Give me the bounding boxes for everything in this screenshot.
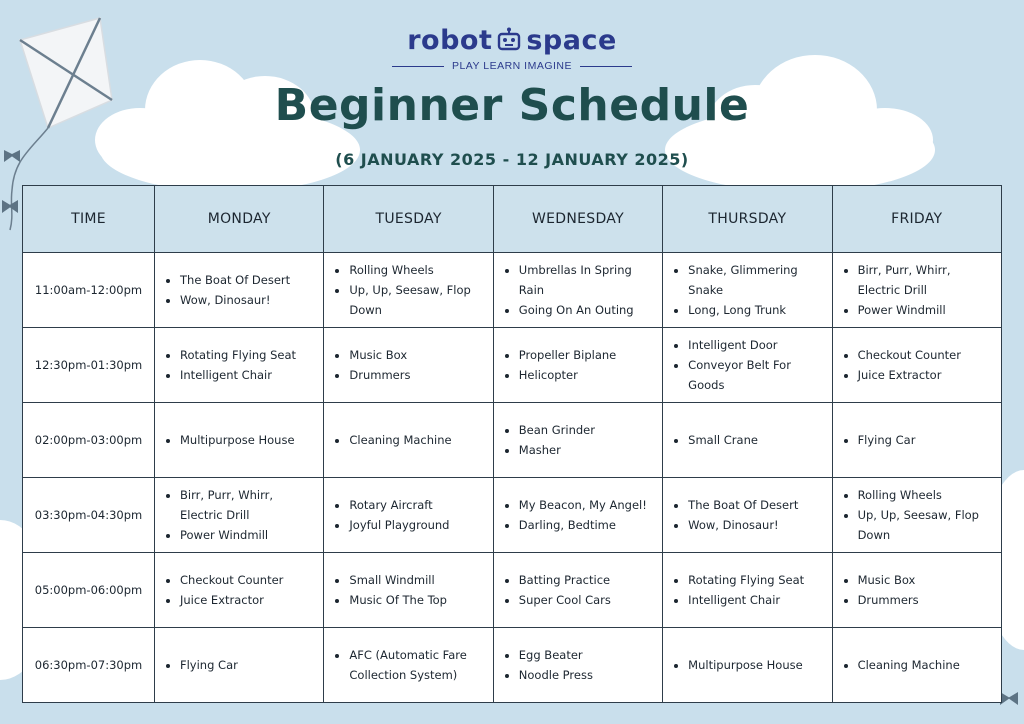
activity-list	[325, 345, 491, 385]
activity-item: • Rotating Flying Seat	[688, 570, 826, 590]
activity-list	[495, 345, 661, 385]
logo-text-right: space	[526, 24, 617, 56]
activity-item: • Batting Practice	[519, 570, 657, 590]
activity-item: • Bean Grinder	[519, 420, 657, 440]
activity-item: • Joyful Playground	[349, 515, 487, 535]
activity-item: • Multipurpose House	[688, 655, 826, 675]
cell-wednesday	[493, 403, 662, 478]
cell-friday	[832, 253, 1001, 328]
activity-list	[325, 645, 491, 685]
activity-item: • Rolling Wheels	[858, 485, 996, 505]
cell-monday	[155, 328, 324, 403]
activity-item: • Checkout Counter	[858, 345, 996, 365]
activity-item: • Wow, Dinosaur!	[688, 515, 826, 535]
activity-list	[664, 655, 830, 675]
activity-item: • Up, Up, Seesaw, Flop Down	[858, 505, 996, 545]
activity-item: • Juice Extractor	[180, 590, 318, 610]
activity-list	[664, 335, 830, 395]
cell-thursday	[663, 328, 832, 403]
activity-list	[325, 495, 491, 535]
cell-friday	[832, 328, 1001, 403]
activity-item: • Darling, Bedtime	[519, 515, 657, 535]
activity-item: • Power Windmill	[858, 300, 996, 320]
date-range: (6 JANUARY 2025 - 12 JANUARY 2025)	[335, 150, 689, 169]
header-tuesday: TUESDAY	[324, 186, 493, 253]
cell-wednesday	[493, 628, 662, 703]
table-row	[23, 403, 1002, 478]
activity-item: • Rotating Flying Seat	[180, 345, 318, 365]
activity-item: • The Boat Of Desert	[688, 495, 826, 515]
activity-item: • Intelligent Chair	[180, 365, 318, 385]
activity-list	[156, 485, 322, 545]
time-slot: 02:00pm-03:00pm	[23, 403, 155, 478]
cell-tuesday	[324, 328, 493, 403]
activity-item: • Intelligent Chair	[688, 590, 826, 610]
cell-monday	[155, 403, 324, 478]
cell-thursday	[663, 403, 832, 478]
activity-list	[156, 570, 322, 610]
activity-item: • Super Cool Cars	[519, 590, 657, 610]
activity-item: • Cleaning Machine	[349, 430, 487, 450]
page-title: Beginner Schedule	[274, 80, 750, 131]
cell-wednesday	[493, 253, 662, 328]
activity-item: • Egg Beater	[519, 645, 657, 665]
bow-icon	[1000, 692, 1018, 705]
time-slot: 03:30pm-04:30pm	[23, 478, 155, 553]
time-slot: 12:30pm-01:30pm	[23, 328, 155, 403]
cell-friday	[832, 628, 1001, 703]
activity-list	[834, 430, 1000, 450]
activity-item: • Propeller Biplane	[519, 345, 657, 365]
activity-item: • Up, Up, Seesaw, Flop Down	[349, 280, 487, 320]
activity-list	[495, 260, 661, 320]
activity-list	[834, 345, 1000, 385]
table-row	[23, 553, 1002, 628]
activity-item: • The Boat Of Desert	[180, 270, 318, 290]
activity-list	[156, 430, 322, 450]
activity-item: • Conveyor Belt For Goods	[688, 355, 826, 395]
activity-item: • Cleaning Machine	[858, 655, 996, 675]
table-row	[23, 628, 1002, 703]
cell-tuesday	[324, 628, 493, 703]
cell-monday	[155, 253, 324, 328]
activity-list	[325, 260, 491, 320]
activity-item: • Intelligent Door	[688, 335, 826, 355]
activity-list	[495, 495, 661, 535]
time-slot: 11:00am-12:00pm	[23, 253, 155, 328]
header-friday: FRIDAY	[832, 186, 1001, 253]
header-time: TIME	[23, 186, 155, 253]
activity-list	[156, 345, 322, 385]
activity-list	[834, 655, 1000, 675]
cell-tuesday	[324, 403, 493, 478]
cell-thursday	[663, 628, 832, 703]
activity-item: • Snake, Glimmering Snake	[688, 260, 826, 300]
cell-tuesday	[324, 478, 493, 553]
cell-monday	[155, 553, 324, 628]
header-thursday: THURSDAY	[663, 186, 832, 253]
activity-list	[664, 570, 830, 610]
activity-item: • Going On An Outing	[519, 300, 657, 320]
activity-item: • Helicopter	[519, 365, 657, 385]
activity-item: • Music Of The Top	[349, 590, 487, 610]
activity-item: • AFC (Automatic Fare Collection System)	[349, 645, 487, 685]
tagline-row	[0, 60, 1024, 72]
activity-item: • Rolling Wheels	[349, 260, 487, 280]
activity-item: • Juice Extractor	[858, 365, 996, 385]
cell-friday	[832, 478, 1001, 553]
activity-item: • Music Box	[349, 345, 487, 365]
cell-friday	[832, 553, 1001, 628]
robot-icon	[496, 27, 522, 53]
activity-item: • Drummers	[349, 365, 487, 385]
activity-item: • Flying Car	[180, 655, 318, 675]
time-slot: 06:30pm-07:30pm	[23, 628, 155, 703]
activity-list	[834, 260, 1000, 320]
activity-item: • Power Windmill	[180, 525, 318, 545]
brand-logo	[407, 22, 617, 58]
activity-list	[664, 430, 830, 450]
cell-monday	[155, 478, 324, 553]
cell-wednesday	[493, 478, 662, 553]
activity-list	[325, 430, 491, 450]
schedule-body	[23, 253, 1002, 703]
activity-item: • Music Box	[858, 570, 996, 590]
header-row	[23, 186, 1002, 253]
activity-list	[495, 420, 661, 460]
tagline-divider	[580, 66, 632, 67]
tagline-divider	[392, 66, 444, 67]
activity-item: • Multipurpose House	[180, 430, 318, 450]
activity-item: • Birr, Purr, Whirr, Electric Drill	[180, 485, 318, 525]
header-monday: MONDAY	[155, 186, 324, 253]
activity-item: • Birr, Purr, Whirr, Electric Drill	[858, 260, 996, 300]
activity-list	[495, 645, 661, 685]
cell-thursday	[663, 478, 832, 553]
table-row	[23, 328, 1002, 403]
activity-list	[156, 270, 322, 310]
activity-list	[156, 655, 322, 675]
table-row	[23, 478, 1002, 553]
activity-item: • Small Windmill	[349, 570, 487, 590]
cell-thursday	[663, 553, 832, 628]
activity-item: • Noodle Press	[519, 665, 657, 685]
activity-item: • Umbrellas In Spring Rain	[519, 260, 657, 300]
activity-list	[834, 485, 1000, 545]
activity-item: • Long, Long Trunk	[688, 300, 826, 320]
activity-list	[664, 260, 830, 320]
activity-list	[834, 570, 1000, 610]
cell-monday	[155, 628, 324, 703]
tagline: PLAY LEARN IMAGINE	[451, 60, 573, 72]
activity-item: • Masher	[519, 440, 657, 460]
activity-item: • Rotary Aircraft	[349, 495, 487, 515]
activity-item: • My Beacon, My Angel!	[519, 495, 657, 515]
activity-item: • Drummers	[858, 590, 996, 610]
activity-item: • Flying Car	[858, 430, 996, 450]
activity-item: • Wow, Dinosaur!	[180, 290, 318, 310]
schedule-table	[22, 185, 1002, 703]
time-slot: 05:00pm-06:00pm	[23, 553, 155, 628]
activity-item: • Small Crane	[688, 430, 826, 450]
cell-friday	[832, 403, 1001, 478]
cell-tuesday	[324, 253, 493, 328]
header-wednesday: WEDNESDAY	[493, 186, 662, 253]
cell-wednesday	[493, 328, 662, 403]
table-row	[23, 253, 1002, 328]
cell-thursday	[663, 253, 832, 328]
logo-text-left: robot	[407, 24, 493, 56]
cell-tuesday	[324, 553, 493, 628]
activity-item: • Checkout Counter	[180, 570, 318, 590]
activity-list	[325, 570, 491, 610]
bow-icon	[2, 200, 18, 213]
cell-wednesday	[493, 553, 662, 628]
activity-list	[664, 495, 830, 535]
activity-list	[495, 570, 661, 610]
brand	[0, 22, 1024, 72]
